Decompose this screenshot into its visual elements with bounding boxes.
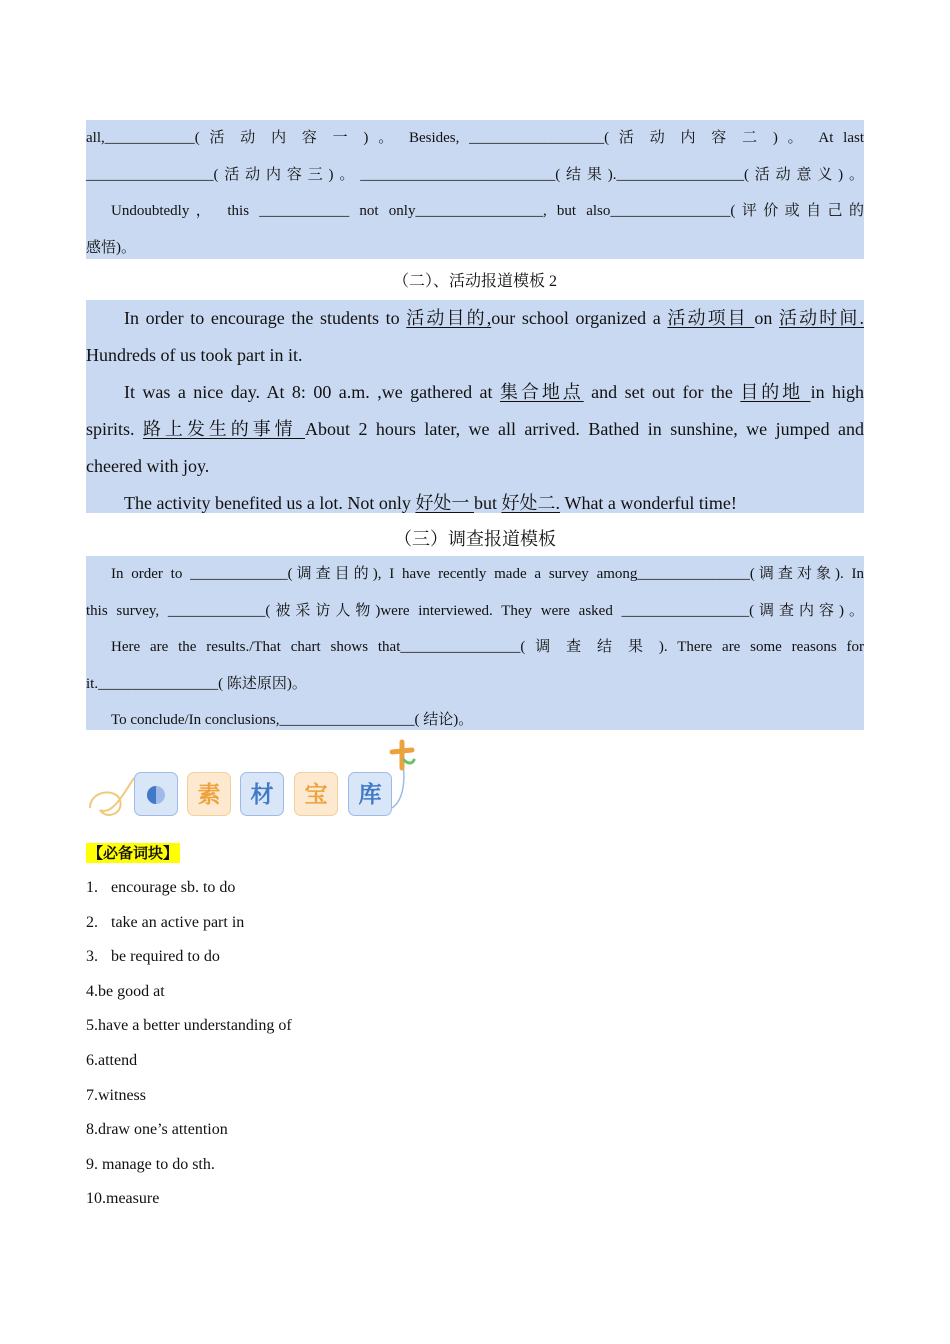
blank-destination: 目的地: [740, 382, 811, 402]
template-2-para-2: It was a nice day. At 8: 00 a.m. ,we gathered at 集合地点 and set out for the 目的地 in high: [124, 382, 865, 402]
template-2-heading: （二）、活动报道模板 2: [392, 273, 557, 290]
list-item: 6.attend: [86, 1051, 138, 1069]
list-item: 1. encourage sb. to do: [86, 879, 236, 896]
template-1-line-4: 感悟)。: [86, 239, 136, 256]
list-item: 10.measure: [86, 1190, 160, 1208]
list-item: 2. take an active part in: [86, 913, 245, 931]
template-3-line-2: this survey, _____________(被采访人物)were interviewed. They were asked _________________(调查内容)。: [86, 602, 864, 619]
template-1-block: [86, 120, 864, 259]
template-3-line-4: it.________________( 陈述原因)。: [86, 675, 307, 692]
template-2-para-1: In order to encourage the students to 活动目的,our school organized a 活动项目 on 活动时间.: [124, 308, 865, 328]
template-2-para-2-end: cheered with joy.: [86, 456, 210, 476]
blank-events-on-way: 路上发生的事情: [142, 419, 306, 439]
template-2-para-2-cont: spirits. 路上发生的事情 About 2 hours later, we all arrived. Bathed in sunshine, we jumped and: [86, 419, 865, 439]
blank-activity-time: 活动时间.: [779, 308, 865, 328]
banner-tile-circle: [134, 772, 178, 816]
vocab-title: 【必备词块】: [88, 844, 179, 862]
template-2-para-1-cont: Hundreds of us took part in it.: [86, 345, 303, 365]
material-bank-banner: [86, 738, 426, 824]
blank-benefit-2: 好处二.: [501, 493, 560, 513]
list-item: 7.witness: [86, 1086, 146, 1104]
banner-tile-4: 库: [348, 772, 392, 816]
list-item: 8.draw one’s attention: [86, 1121, 228, 1139]
template-1-line-2: _________________(活动内容三)。__________________________(结果)._________________(活动意义)。: [86, 166, 864, 183]
template-3-line-5: To conclude/In conclusions,__________________( 结论)。: [111, 712, 474, 728]
blank-activity-item: 活动项目: [667, 308, 755, 328]
blank-activity-purpose: 活动目的,: [406, 308, 492, 328]
list-item: 3. be required to do: [86, 948, 220, 966]
template-2-block: [86, 300, 864, 513]
list-item: 4.be good at: [86, 982, 165, 1000]
banner-tile-3: 宝: [294, 772, 338, 816]
template-3-line-1: In order to _____________(调查目的), I have recently made a survey among_______________(调查对象). In: [111, 566, 864, 582]
template-2-para-3: The activity benefited us a lot. Not only 好处一 but 好处二. What a wonderful time!: [124, 493, 737, 513]
vocab-list: [86, 875, 292, 1221]
half-circle-icon: [136, 775, 176, 815]
banner-tile-2: 材: [240, 772, 284, 816]
template-3-heading: （三）调查报道模板: [394, 529, 556, 549]
blank-gathering-place: 集合地点: [499, 382, 584, 402]
banner-tile-1: 素: [187, 772, 231, 816]
blank-benefit-1: 好处一: [415, 493, 474, 513]
template-3-block: [86, 556, 864, 730]
template-1-line-1: all,____________( 活 动 内 容 一 ) 。 Besides, __________________( 活 动 内 容 二 ) 。 At last: [86, 130, 864, 146]
template-3-line-3: Here are the results./That chart shows that________________( 调 查 结 果 ). There are some reasons for: [111, 639, 864, 655]
list-item: 9. manage to do sth.: [86, 1155, 215, 1173]
list-item: 5.have a better understanding of: [86, 1017, 292, 1035]
template-1-line-3: Undoubtedly， this ____________ not only_________________, but also________________(评价或自己的: [111, 203, 864, 219]
